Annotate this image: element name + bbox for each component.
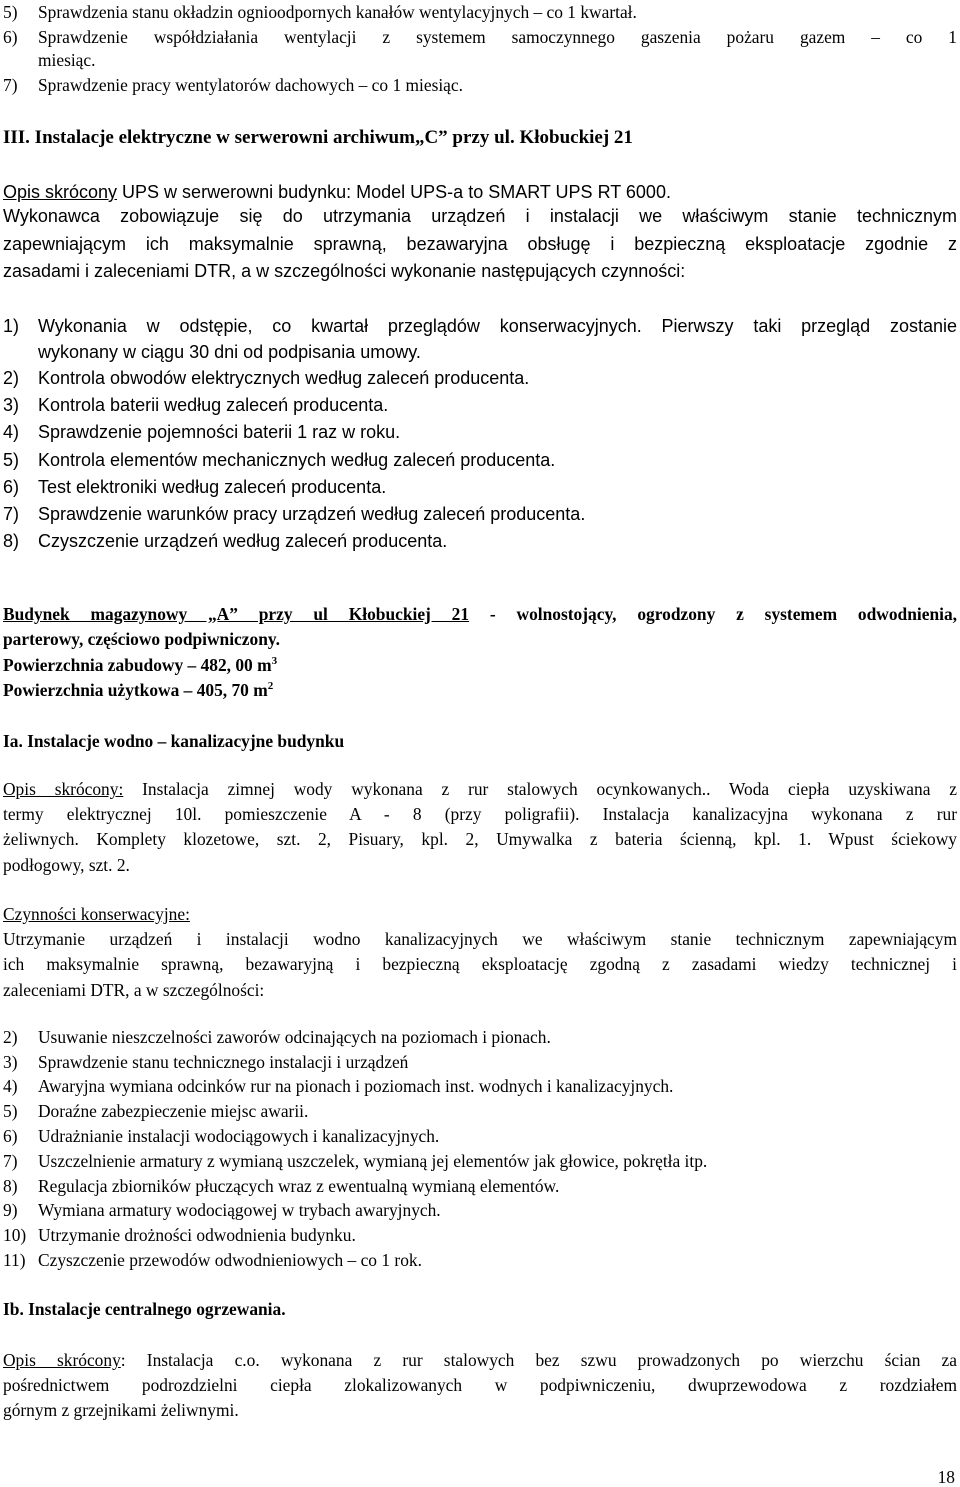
list-text: Kontrola baterii według zaleceń producenta. <box>38 395 389 415</box>
list-text-continued: miesiąc. <box>38 50 96 70</box>
list-number: 8) <box>3 1176 18 1196</box>
paragraph-line: Wykonawca zobowiązuje się do utrzymania urządzeń i instalacji we właściwym stanie technicznym <box>3 206 957 226</box>
section-heading: Ib. Instalacje centralnego ogrzewania. <box>3 1299 286 1319</box>
building-description: - wolnostojący, ogrodzony z systemem odwodnienia, <box>469 604 957 624</box>
opis-label: Opis skrócony: <box>3 779 124 799</box>
list-number: 9) <box>3 1200 18 1220</box>
list-text: Sprawdzenie warunków pracy urządzeń według zaleceń producenta. <box>38 504 586 524</box>
list-text: Kontrola elementów mechanicznych według zaleceń producenta. <box>38 450 556 470</box>
paragraph-line: pośrednictwem podrozdzielni ciepła zlokalizowanych w podpiwniczeniu, dwuprzewodowa z rozdziałem <box>3 1375 957 1395</box>
building-title <box>3 606 957 623</box>
list-number: 3) <box>3 1052 18 1072</box>
page-number: 18 <box>937 1467 955 1487</box>
list-number: 7) <box>3 1151 18 1171</box>
paragraph-line: podłogowy, szt. 2. <box>3 855 130 875</box>
list-number: 4) <box>3 1076 18 1096</box>
list-text: Czyszczenie urządzeń według zaleceń producenta. <box>38 531 448 551</box>
list-text: Sprawdzenia stanu okładzin ognioodpornych kanałów wentylacyjnych – co 1 kwartał. <box>38 2 637 22</box>
opis-line <box>3 1352 957 1369</box>
list-text: Wymiana armatury wodociągowej w trybach awaryjnych. <box>38 1200 441 1220</box>
paragraph-line: zaleceniami DTR, a w szczególności: <box>3 980 265 1000</box>
list-number: 6) <box>3 1126 18 1146</box>
list-number: 4) <box>3 422 20 442</box>
opis-line <box>3 781 957 798</box>
list-number: 5) <box>3 2 18 22</box>
paragraph-line: górnym z grzejnikami żeliwnymi. <box>3 1400 239 1420</box>
list-text: Sprawdzenie pojemności baterii 1 raz w roku. <box>38 422 401 442</box>
list-number: 1) <box>3 316 20 336</box>
list-number: 3) <box>3 395 20 415</box>
paragraph-line: Utrzymanie urządzeń i instalacji wodno kanalizacyjnych we właściwym stanie technicznym zapewniającym <box>3 929 957 949</box>
list-text: Wykonania w odstępie, co kwartał przeglądów konserwacyjnych. Pierwszy taki przegląd zostanie <box>38 316 957 336</box>
unit-superscript: 2 <box>267 680 274 693</box>
list-number: 7) <box>3 75 18 95</box>
list-number: 2) <box>3 1027 18 1047</box>
czynnosci-label: Czynności konserwacyjne: <box>3 904 190 924</box>
list-number: 10) <box>3 1225 27 1245</box>
list-text: Usuwanie nieszczelności zaworów odcinających na poziomach i pionach. <box>38 1027 551 1047</box>
list-number: 5) <box>3 1101 18 1121</box>
list-text: Awaryjna wymiana odcinków rur na pionach i poziomach inst. wodnych i kanalizacyjnych. <box>38 1076 674 1096</box>
list-text: Udrażnianie instalacji wodociągowych i kanalizacyjnych. <box>38 1126 440 1146</box>
list-text: Doraźne zabezpieczenie miejsc awarii. <box>38 1101 309 1121</box>
list-text: Sprawdzenie współdziałania wentylacji z systemem samoczynnego gaszenia pożaru gazem – co 1 <box>38 27 957 47</box>
list-text: Regulacja zbiorników płuczących wraz z ewentualną wymianą elementów. <box>38 1176 560 1196</box>
list-number: 2) <box>3 368 20 388</box>
list-text: Utrzymanie drożności odwodnienia budynku. <box>38 1225 356 1245</box>
opis-label: Opis skrócony <box>3 182 118 202</box>
list-number: 6) <box>3 477 20 497</box>
building-area-built <box>3 657 277 674</box>
list-text-continued: wykonany w ciągu 30 dni od podpisania umowy. <box>38 342 421 362</box>
paragraph-line: termy elektrycznej 10l. pomieszczenie A - 8 (przy poligrafii). Instalacja kanalizacyjna wykonana z rur <box>3 804 957 824</box>
opis-text: Instalacja zimnej wody wykonana z rur stalowych ocynkowanych.. Woda ciepła uzyskiwana z <box>123 779 957 799</box>
area-label: Powierzchnia zabudowy – 482, 00 m <box>3 655 272 675</box>
list-number: 8) <box>3 531 20 551</box>
list-number: 7) <box>3 504 20 524</box>
unit-superscript: 3 <box>271 655 278 668</box>
list-number: 6) <box>3 27 18 47</box>
opis-line <box>3 183 671 201</box>
paragraph-line: zasadami i zaleceniami DTR, a w szczególności wykonanie następujących czynności: <box>3 261 686 281</box>
list-text: Uszczelnienie armatury z wymianą uszczelek, wymianą jej elementów jak głowice, pokrętła itp. <box>38 1151 708 1171</box>
list-text: Test elektroniki według zaleceń producenta. <box>38 477 387 497</box>
section-heading: III. Instalacje elektryczne w serwerowni archiwum„C” przy ul. Kłobuckiej 21 <box>3 127 633 148</box>
opis-text: UPS w serwerowni budynku: Model UPS-a to SMART UPS RT 6000. <box>117 182 671 202</box>
building-title-line2: parterowy, częściowo podpiwniczony. <box>3 629 280 649</box>
opis-label: Opis skrócony <box>3 1350 121 1370</box>
building-name: Budynek magazynowy „A” przy ul Kłobuckiej 21 <box>3 604 470 624</box>
building-area-usable <box>3 682 273 699</box>
area-label: Powierzchnia użytkowa – 405, 70 m <box>3 680 268 700</box>
list-text: Sprawdzenie pracy wentylatorów dachowych – co 1 miesiąc. <box>38 75 463 95</box>
list-text: Kontrola obwodów elektrycznych według zaleceń producenta. <box>38 368 530 388</box>
paragraph-line: ich maksymalnie sprawną, bezawaryjną i bezpieczną eksploatację zgodną z zasadami wiedzy technicznej i <box>3 954 957 974</box>
list-text: Sprawdzenie stanu technicznego instalacji i urządzeń <box>38 1052 409 1072</box>
section-heading: Ia. Instalacje wodno – kanalizacyjne budynku <box>3 731 345 751</box>
paragraph-line: zapewniającym ich maksymalnie sprawną, bezawaryjna obsługę i bezpieczną eksploatacje zgodnie z <box>3 234 957 254</box>
list-text: Czyszczenie przewodów odwodnieniowych – co 1 rok. <box>38 1250 422 1270</box>
opis-text: : Instalacja c.o. wykonana z rur stalowych bez szwu prowadzonych po wierzchu ścian za <box>120 1350 957 1370</box>
paragraph-line: żeliwnych. Komplety klozetowe, szt. 2, Pisuary, kpl. 2, Umywalka z bateria ścienną, kpl. 1. Wpust ściekowy <box>3 829 957 849</box>
list-number: 5) <box>3 450 20 470</box>
list-number: 11) <box>3 1250 26 1270</box>
